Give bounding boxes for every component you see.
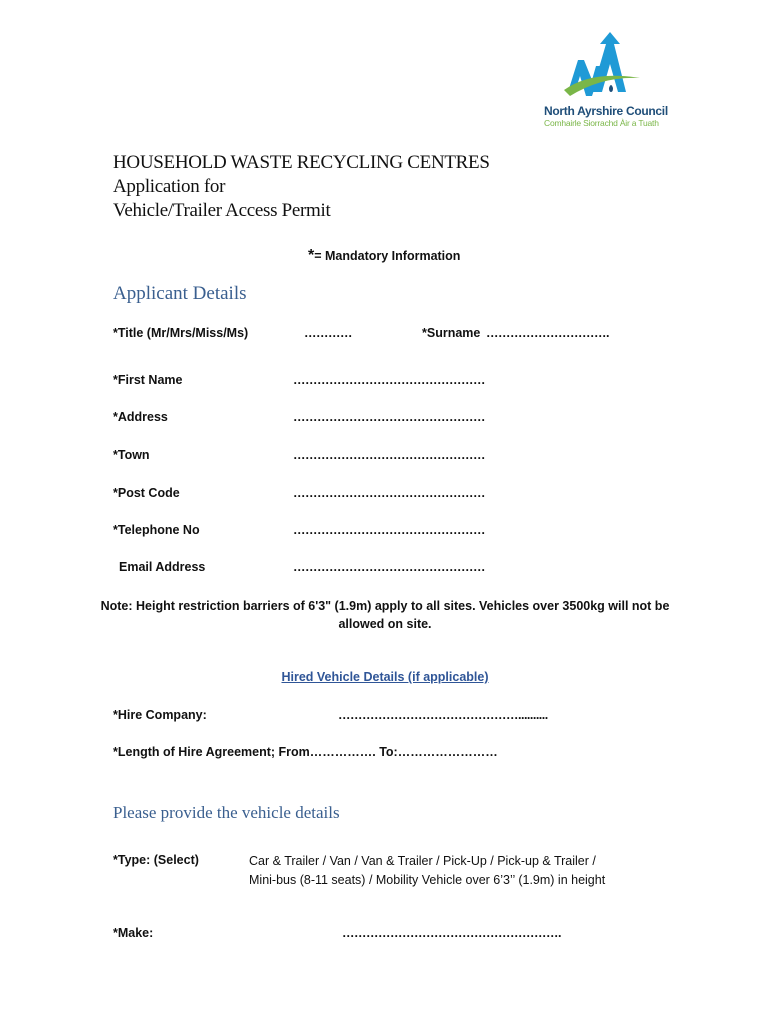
applicant-details-heading: Applicant Details	[113, 283, 247, 304]
email-label: Email Address	[119, 560, 206, 574]
hire-company-label: *Hire Company:	[113, 708, 207, 722]
telephone-label: *Telephone No	[113, 523, 200, 537]
title-field[interactable]: …………	[304, 326, 352, 340]
hire-company-field[interactable]: ………………………………………..........	[338, 708, 548, 722]
council-logo-mark-icon	[562, 30, 642, 104]
address-label: *Address	[113, 410, 168, 424]
vehicle-make-field[interactable]: ……………………………………………….	[342, 926, 561, 940]
email-field[interactable]: …………………………………………	[293, 560, 485, 574]
mandatory-text: = Mandatory Information	[314, 249, 461, 263]
hire-length-field[interactable]: *Length of Hire Agreement; From……………. To:……………………	[113, 745, 498, 759]
form-title-line-1: HOUSEHOLD WASTE RECYCLING CENTRES	[113, 152, 490, 173]
town-field[interactable]: …………………………………………	[293, 448, 485, 462]
height-restriction-note: Note: Height restriction barriers of 6'3" (1.9m) apply to all sites. Vehicles over 3500kg will not be allowed on site.	[100, 599, 670, 631]
council-name: North Ayrshire Council	[544, 104, 668, 118]
vehicle-details-heading: Please provide the vehicle details	[113, 803, 340, 822]
mandatory-star: *	[308, 247, 315, 264]
vehicle-type-options[interactable]: Car & Trailer / Van / Van & Trailer / Pick-Up / Pick-up & Trailer / Mini-bus (8-11 seats) / Mobility Vehicle over 6’3’’ (1.9m) in height	[249, 854, 606, 887]
vehicle-type-label: *Type: (Select)	[113, 853, 199, 867]
surname-label: *Surname	[422, 326, 481, 340]
hired-vehicle-heading: Hired Vehicle Details (if applicable)	[281, 670, 489, 684]
first-name-field[interactable]: …………………………………………	[293, 373, 485, 387]
form-title-line-3: Vehicle/Trailer Access Permit	[113, 200, 331, 221]
title-label: *Title (Mr/Mrs/Miss/Ms)	[113, 326, 249, 340]
post-code-label: *Post Code	[113, 486, 180, 500]
council-gaelic-name: Comhairle Siorrachd Àir a Tuath	[544, 118, 659, 128]
form-title-line-2: Application for	[113, 176, 226, 197]
address-field[interactable]: …………………………………………	[293, 410, 485, 424]
mandatory-info-note	[308, 247, 460, 265]
vehicle-make-label: *Make:	[113, 926, 154, 940]
telephone-field[interactable]: …………………………………………	[293, 523, 485, 537]
surname-field[interactable]: ………………………….	[486, 326, 609, 340]
post-code-field[interactable]: …………………………………………	[293, 486, 485, 500]
town-label: *Town	[113, 448, 150, 462]
first-name-label: *First Name	[113, 373, 183, 387]
